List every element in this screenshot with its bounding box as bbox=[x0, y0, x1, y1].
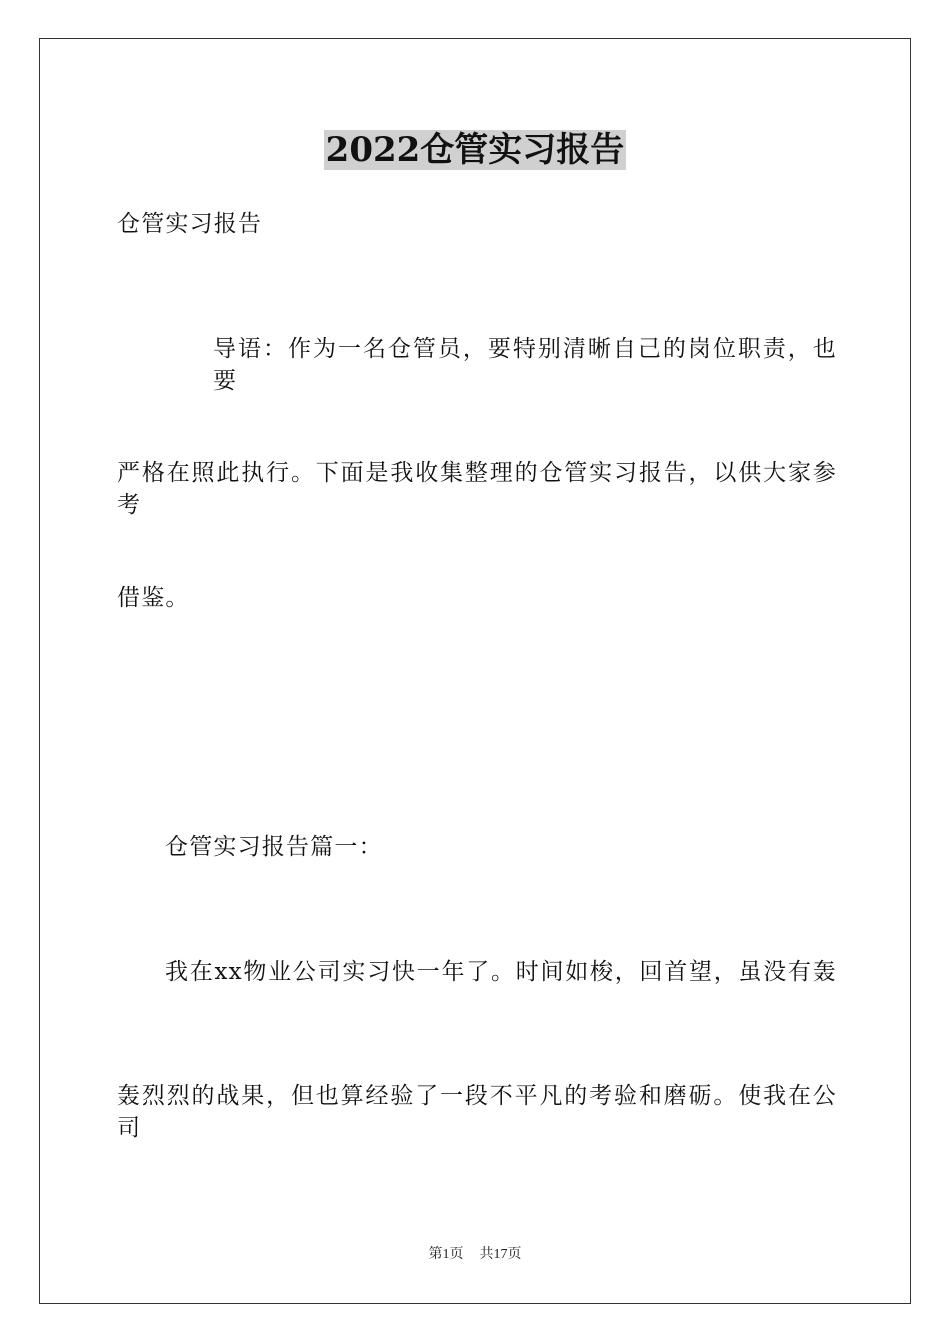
document-title-text: 2022仓管实习报告 bbox=[325, 130, 625, 170]
page-total: 共17页 bbox=[479, 1247, 522, 1262]
document-subtitle: 仓管实习报告 bbox=[117, 211, 263, 237]
intro-line-2: 严格在照此执行。下面是我收集整理的仓管实习报告，以供大家参考 bbox=[117, 460, 837, 518]
body-line-1: 我在xx物业公司实习快一年了。时间如梭，回首望，虽没有轰 bbox=[165, 959, 837, 985]
intro-line-3: 借鉴。 bbox=[117, 585, 190, 611]
body-line-2: 轰烈烈的战果，但也算经验了一段不平凡的考验和磨砺。使我在公司 bbox=[117, 1083, 837, 1141]
document-title bbox=[0, 128, 950, 172]
page-footer bbox=[0, 1245, 950, 1265]
intro-line-1: 导语：作为一名仓管员，要特别清晰自己的岗位职责，也要 bbox=[213, 336, 837, 394]
page-number: 第1页 bbox=[428, 1247, 464, 1262]
section-heading: 仓管实习报告篇一： bbox=[165, 834, 383, 860]
